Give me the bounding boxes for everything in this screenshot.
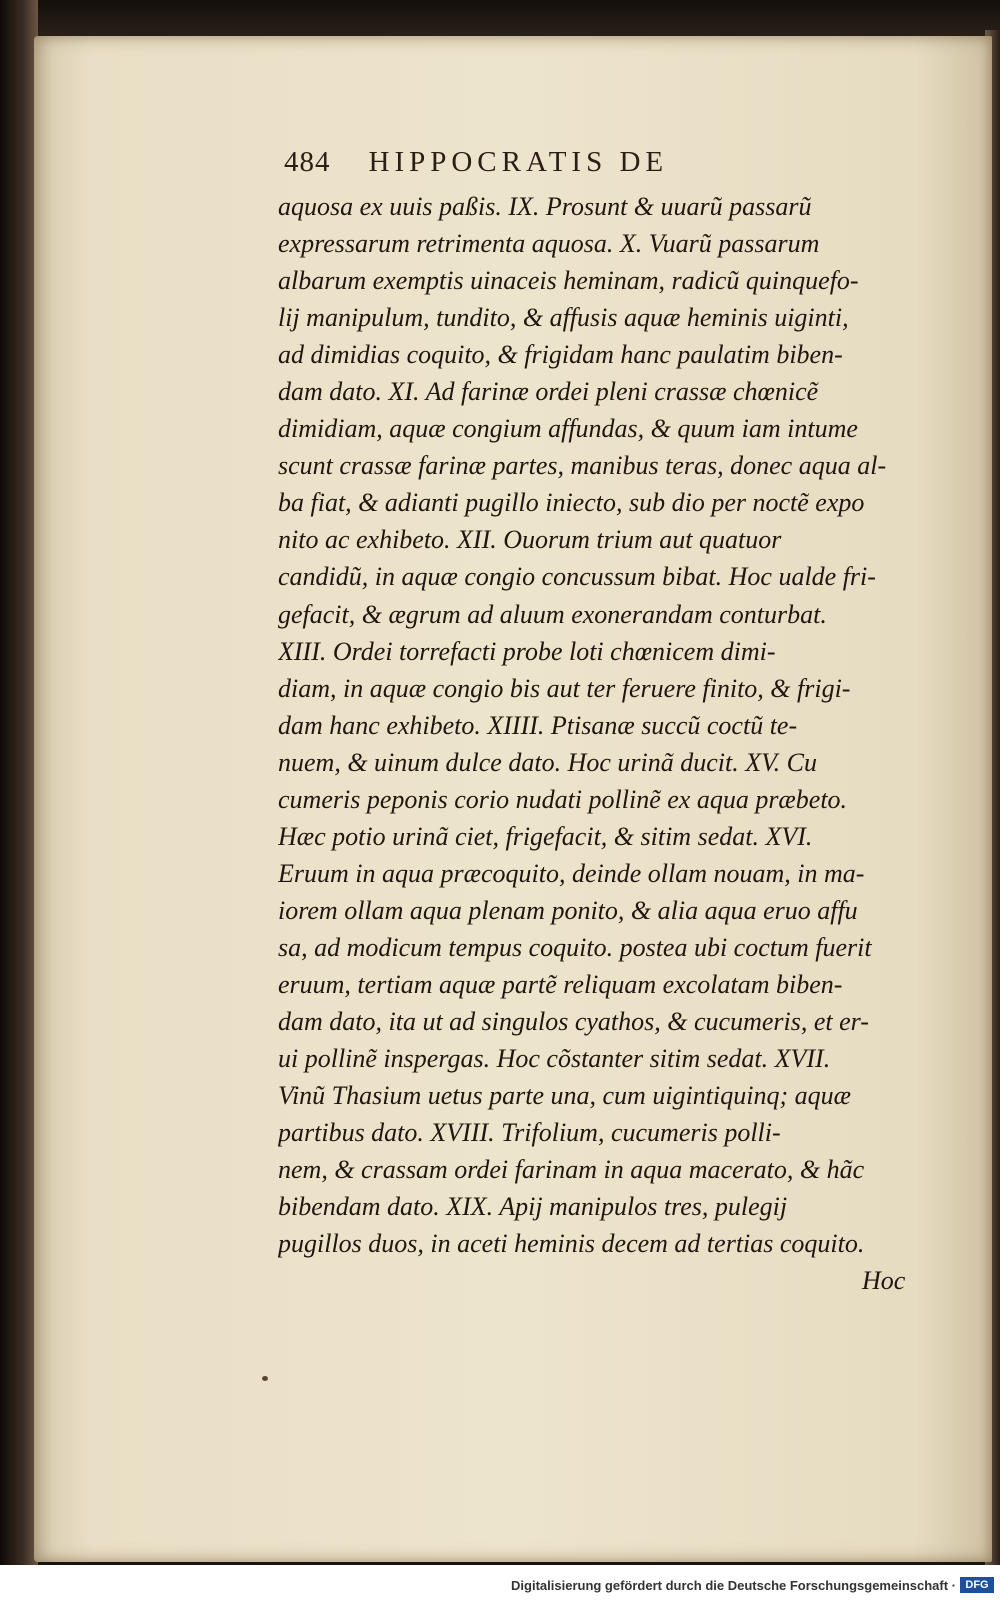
text-line: expressarum retrimenta aquosa. X. Vuarũ passarum xyxy=(278,229,820,259)
scan-top-edge xyxy=(0,0,1000,40)
text-line: nito ac exhibeto. XII. Ouorum trium aut quatuor xyxy=(278,525,782,555)
text-line: nuem, & uinum dulce dato. Hoc urinã ducit. XV. Cu xyxy=(278,747,817,777)
text-line: dimidiam, aquæ congium affundas, & quum iam intume xyxy=(278,414,858,444)
text-line: ba fiat, & adianti pugillo iniecto, sub dio per noctẽ expo xyxy=(278,488,865,518)
text-line: diam, in aquæ congio bis aut ter feruere finito, & frigi- xyxy=(278,673,851,703)
footer-credit: Digitalisierung gefördert durch die Deutsche Forschungsgemeinschaft · xyxy=(511,1578,956,1593)
text-line: aquosa ex uuis paßis. IX. Prosunt & uuarũ passarũ xyxy=(278,192,812,221)
text-line: candidũ, in aquæ congio concussum bibat. Hoc ualde fri- xyxy=(278,562,876,592)
text-line: gefacit, & ægrum ad aluum exonerandam conturbat. xyxy=(278,599,827,629)
dfg-logo: DFG xyxy=(960,1577,994,1593)
text-line: cumeris peponis corio nudati pollinẽ ex aqua præbeto. xyxy=(278,784,848,814)
text-line: lij manipulum, tundito, & affusis aquæ heminis uiginti, xyxy=(278,303,849,333)
text-line: Hæc potio urinã ciet, frigefacit, & sitim sedat. XVI. xyxy=(278,821,813,851)
text-line: dam dato. XI. Ad farinæ ordei pleni crassæ chœnicẽ xyxy=(278,377,819,407)
text-line: dam dato, ita ut ad singulos cyathos, & cucumeris, et er- xyxy=(278,1007,869,1037)
text-line: bibendam dato. XIX. Apij manipulos tres, pulegij xyxy=(278,1192,788,1222)
text-line: partibus dato. XVIII. Trifolium, cucumeris polli- xyxy=(278,1118,781,1148)
text-line: albarum exemptis uinaceis heminam, radicũ quinquefo- xyxy=(278,266,859,296)
catchword: Hoc xyxy=(862,1266,906,1295)
text-line: ad dimidias coquito, & frigidam hanc paulatim biben- xyxy=(278,340,843,370)
running-title: HIPPOCRATIS DE xyxy=(368,146,669,178)
text-line: iorem ollam aqua plenam ponito, & alia aqua eruo affu xyxy=(278,895,858,925)
text-line: eruum, tertiam aquæ partẽ reliquam excolatam biben- xyxy=(278,969,843,999)
text-line: dam hanc exhibeto. XIIII. Ptisanæ succũ coctũ te- xyxy=(278,710,798,740)
text-line: sa, ad modicum tempus coquito. postea ubi coctum fuerit xyxy=(278,932,872,962)
ink-spot xyxy=(262,1376,268,1381)
page-number: 484 xyxy=(284,146,331,178)
scan-binding-edge xyxy=(0,0,38,1565)
text-line: Eruum in aqua præcoquito, deinde ollam nouam, in ma- xyxy=(278,858,865,888)
text-line: pugillos duos, in aceti heminis decem ad tertias coquito. xyxy=(278,1229,865,1259)
text-line: XIII. Ordei torrefacti probe loti chœnicem dimi- xyxy=(278,636,776,666)
text-line: nem, & crassam ordei farinam in aqua macerato, & hãc xyxy=(278,1155,865,1185)
running-head xyxy=(284,146,668,179)
text-line: Vinũ Thasium uetus parte una, cum uigintiquinq; aquæ xyxy=(278,1081,851,1111)
text-block xyxy=(278,188,918,1262)
text-line: ui pollinẽ inspergas. Hoc cõstanter sitim sedat. XVII. xyxy=(278,1044,831,1074)
text-line: scunt crassæ farinæ partes, manibus teras, donec aqua al- xyxy=(278,451,887,481)
